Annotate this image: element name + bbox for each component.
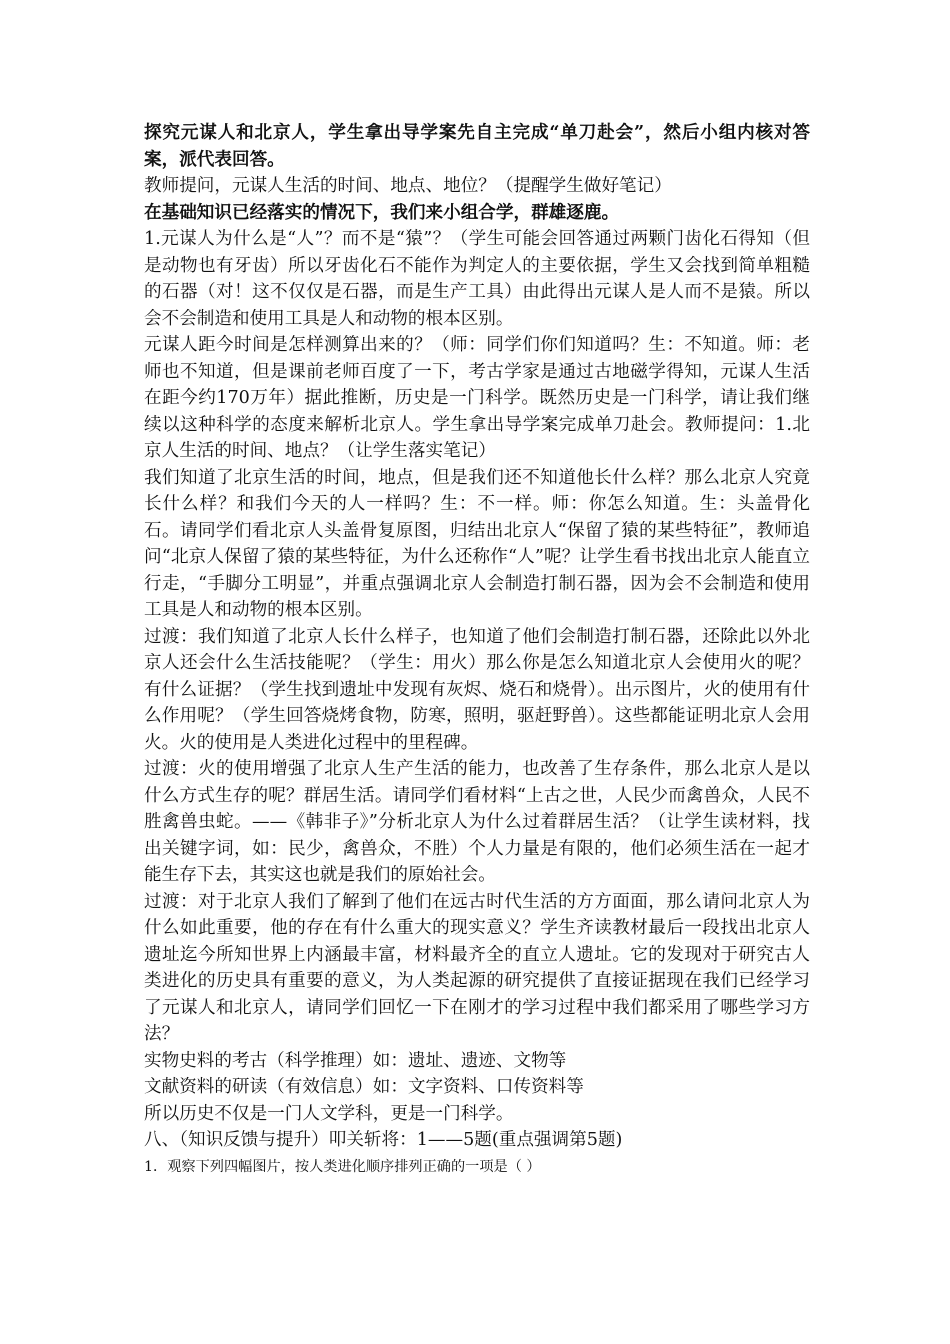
heading-paragraph-1: 探究元谋人和北京人，学生拿出导学案先自主完成“单刀赴会”，然后小组内核对答案，派代表回答。	[144, 122, 810, 170]
body-paragraph-2: 教师提问，元谋人生活的时间、地点、地位？（提醒学生做好笔记）	[144, 176, 672, 196]
body-paragraph-12: 所以历史不仅是一门人文学科，更是一门科学。	[144, 1103, 514, 1124]
body-paragraph-10: 实物史料的考古（科学推理）如：遗址、遗迹、文物等	[144, 1050, 567, 1071]
body-paragraph-7: 过渡：我们知道了北京人长什么样子，也知道了他们会制造打制石器，还除此以外北京人还会什么生活技能呢？（学生：用火）那么你是怎么知道北京人会使用火的呢？有什么证据？（学生找到遗址中发现有灰烬、烧石和烧骨）。出示图片，火的使用有什么作用呢？（学生回答烧烤食物，防寒，照明，驱赶野兽）。这些都能证明北京人会用火。火的使用是人类进化过程中的里程碑。	[144, 626, 810, 753]
body-paragraph-11: 文献资料的研读（有效信息）如：文字资料、口传资料等	[144, 1077, 584, 1097]
question-1: 1．观察下列四幅图片，按人类进化顺序排列正确的一项是（ ）	[144, 1158, 541, 1175]
section-heading-feedback: 八、（知识反馈与提升）叩关斩将：1——5题(重点强调第5题)	[144, 1130, 623, 1150]
heading-paragraph-3: 在基础知识已经落实的情况下，我们来小组合学，群雄逐鹿。	[144, 201, 620, 223]
body-paragraph-8: 过渡：火的使用增强了北京人生产生活的能力，也改善了生存条件，那么北京人是以什么方式生存的呢？群居生活。请同学们看材料“上古之世，人民少而禽兽众，人民不胜禽兽虫蛇。——《韩非子》”分析北京人为什么过着群居生活？（让学生读材料，找出关键字词，如：民少，禽兽众，不胜）个人力量是有限的，他们必须生活在一起才能生存下去，其实这也就是我们的原始社会。	[144, 759, 810, 885]
body-paragraph-4: 1.元谋人为什么是“人”？而不是“猿”？（学生可能会回答通过两颗门齿化石得知（但是动物也有牙齿）所以牙齿化石不能作为判定人的主要依据，学生又会找到简单粗糙的石器（对！这不仅仅是石器，而是生产工具）由此得出元谋人是人而不是猿。所以会不会制造和使用工具是人和动物的根本区别。	[144, 229, 810, 329]
document-body	[144, 120, 810, 1179]
body-paragraph-9: 过渡：对于北京人我们了解到了他们在远古时代生活的方方面面，那么请问北京人为什么如此重要，他的存在有什么重大的现实意义？学生齐读教材最后一段找出北京人遗址迄今所知世界上内涵最丰富，材料最齐全的直立人遗址。它的发现对于研究古人类进化的历史具有重要的意义，为人类起源的研究提供了直接证据现在我们已经学习了元谋人和北京人，请同学们回忆一下在刚才的学习过程中我们都采用了哪些学习方法？	[144, 891, 810, 1044]
body-paragraph-6: 我们知道了北京生活的时间，地点，但是我们还不知道他长什么样？那么北京人究竟长什么样？和我们今天的人一样吗？生：不一样。师：你怎么知道。生：头盖骨化石。请同学们看北京人头盖骨复原图，归结出北京人“保留了猿的某些特征”，教师追问“北京人保留了猿的某些特征，为什么还称作“人”呢？让学生看书找出北京人能直立行走，“手脚分工明显”，并重点强调北京人会制造打制石器，因为会不会制造和使用工具是人和动物的根本区别。	[144, 467, 810, 620]
body-paragraph-5: 元谋人距今时间是怎样测算出来的？（师：同学们你们知道吗？生：不知道。师：老师也不知道，但是课前老师百度了一下，考古学家是通过古地磁学得知，元谋人生活在距今约170万年）据此推断，历史是一门科学。既然历史是一门科学，请让我们继续以这种科学的态度来解析北京人。学生拿出导学案完成单刀赴会。教师提问：1.北京人生活的时间、地点？（让学生落实笔记）	[144, 335, 810, 461]
